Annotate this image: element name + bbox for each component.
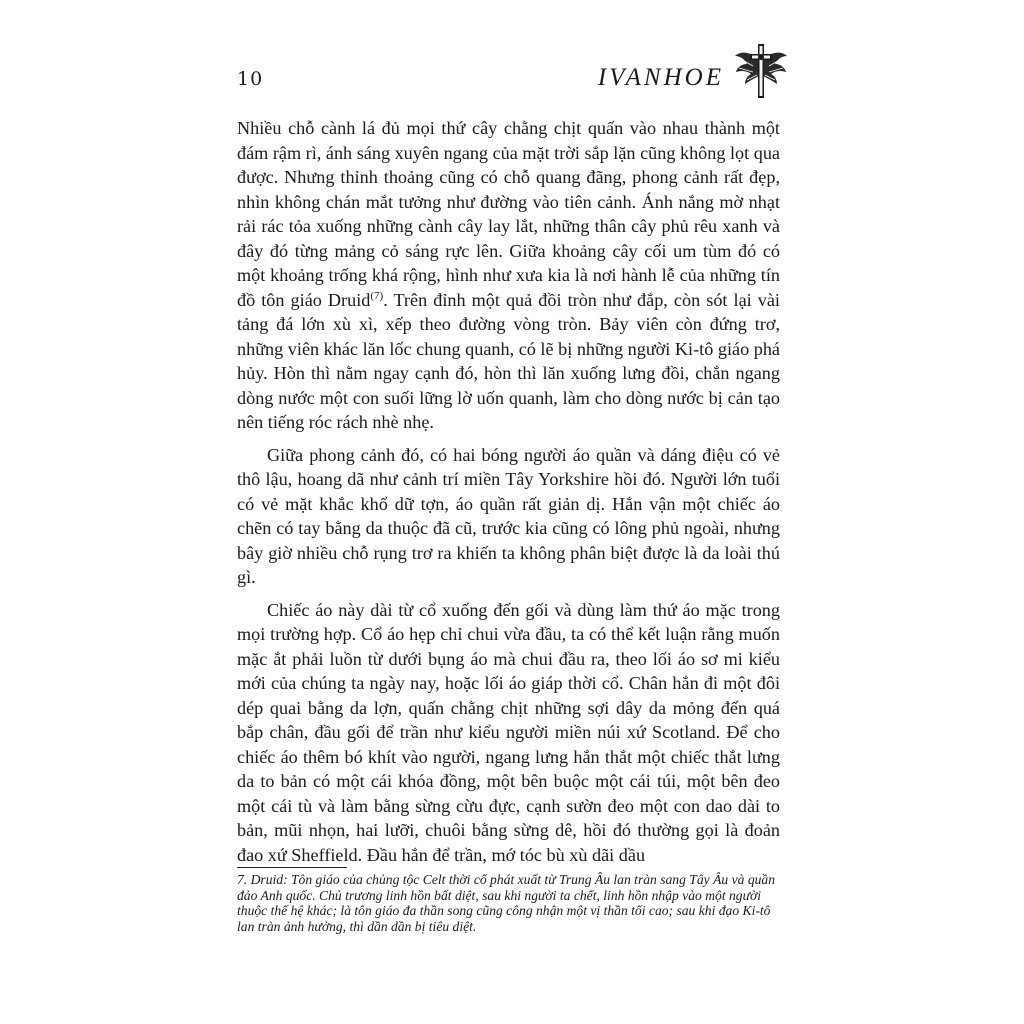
running-title: IVANHOE bbox=[597, 64, 724, 91]
footnote-divider bbox=[237, 867, 347, 868]
footnote: 7. Druid: Tôn giáo của chủng tộc Celt thời cổ phát xuất từ Trung Âu lan tràn sang Tây Âu và quần đảo Anh quốc. Chủ trương linh hồn bất diệt, sau khi người ta chết, linh hồn nhập vào một người thuộc thế hệ khác; là tôn giáo đa thần song cũng công nhận một vị thần tối cao; sau khi đạo Ki-tô lan tràn ảnh hưởng, thì dần dần bị tiêu diệt. bbox=[237, 872, 776, 934]
footnote-reference[interactable]: (7) bbox=[370, 289, 384, 302]
page-number: 10 bbox=[237, 68, 264, 90]
paragraph-1-text-cont: . Trên đỉnh một quả đồi tròn như đắp, còn sót lại vài tảng đá lớn xù xì, xếp theo đường vòng tròn. Bảy viên còn đứng trơ, những viên khác lăn lốc chung quanh, có lẽ bị những người Ki-tô giáo phá hủy. Hòn thì nằm ngay cạnh đó, hòn thì lăn xuống lưng đồi, chắn ngang dòng nước một con suối lững lờ uốn quanh, làm cho dòng nước bị cản tạo nên tiếng róc rách nhè nhẹ. bbox=[237, 289, 780, 432]
paragraph-1-text: Nhiều chỗ cành lá đủ mọi thứ cây chằng chịt quấn vào nhau thành một đám rậm rì, ánh sáng xuyên ngang của mặt trời sắp lặn cũng không lọt qua được. Nhưng thỉnh thoảng cũng có chỗ quang đãng, phong cảnh rất đẹp, nhìn không chán mắt tưởng như đường vào tiên cảnh. Ánh nắng mờ nhạt rải rác tỏa xuống những cành cây lay lắt, những thân cây phủ rêu xanh và đây đó từng mảng cỏ sáng rực lên. Giữa khoảng cây cối um tùm đó có một khoảng trống khá rộng, hình như xưa kia là nơi hành lễ của những tín đồ tôn giáo Druid bbox=[237, 118, 780, 310]
paragraph-3: Chiếc áo này dài từ cổ xuống đến gối và dùng làm thứ áo mặc trong mọi trường hợp. Cổ áo hẹp chỉ chui vừa đầu, ta có thể kết luận rằng muốn mặc ắt phải luồn từ dưới bụng áo mà chui đầu ra, theo lối áo sơ mi kiểu mới của chúng ta ngày nay, hoặc lối áo giáp thời cổ. Chân hắn đi một đôi dép quai bằng da lợn, quấn chằng chịt những sợi dây da mỏng đến quá bắp chân, đầu gối để trần như kiểu người miền núi xứ Scotland. Để cho chiếc áo thêm bó khít vào người, ngang lưng hắn thắt một chiếc thắt lưng da to bản có một cái khóa đồng, một bên buộc một cái túi, một bên đeo một cái tù và làm bằng sừng cừu đực, cạnh sườn đeo một con dao dài to bản, mũi nhọn, hai lưỡi, chuôi bằng sừng dê, hồi đó thường gọi là đoản đao xứ Sheffield. Đầu hắn để trần, mớ tóc bù xù dãi dầu bbox=[237, 599, 780, 865]
winged-cross-icon bbox=[733, 42, 789, 100]
body-text bbox=[237, 116, 780, 875]
paragraph-1 bbox=[237, 116, 780, 435]
paragraph-2: Giữa phong cảnh đó, có hai bóng người áo quần và dáng điệu có vẻ thô lậu, hoang dã như cảnh trí miền Tây Yorkshire hồi đó. Người lớn tuổi có vẻ mặt khắc khổ dữ tợn, áo quần rất giản dị. Hắn vận một chiếc áo chẽn có tay bằng da thuộc đã cũ, trước kia cũng có lông phủ ngoài, nhưng bây giờ nhiều chỗ rụng trơ ra khiến ta không phân biệt được là da loài thú gì. bbox=[237, 444, 780, 587]
